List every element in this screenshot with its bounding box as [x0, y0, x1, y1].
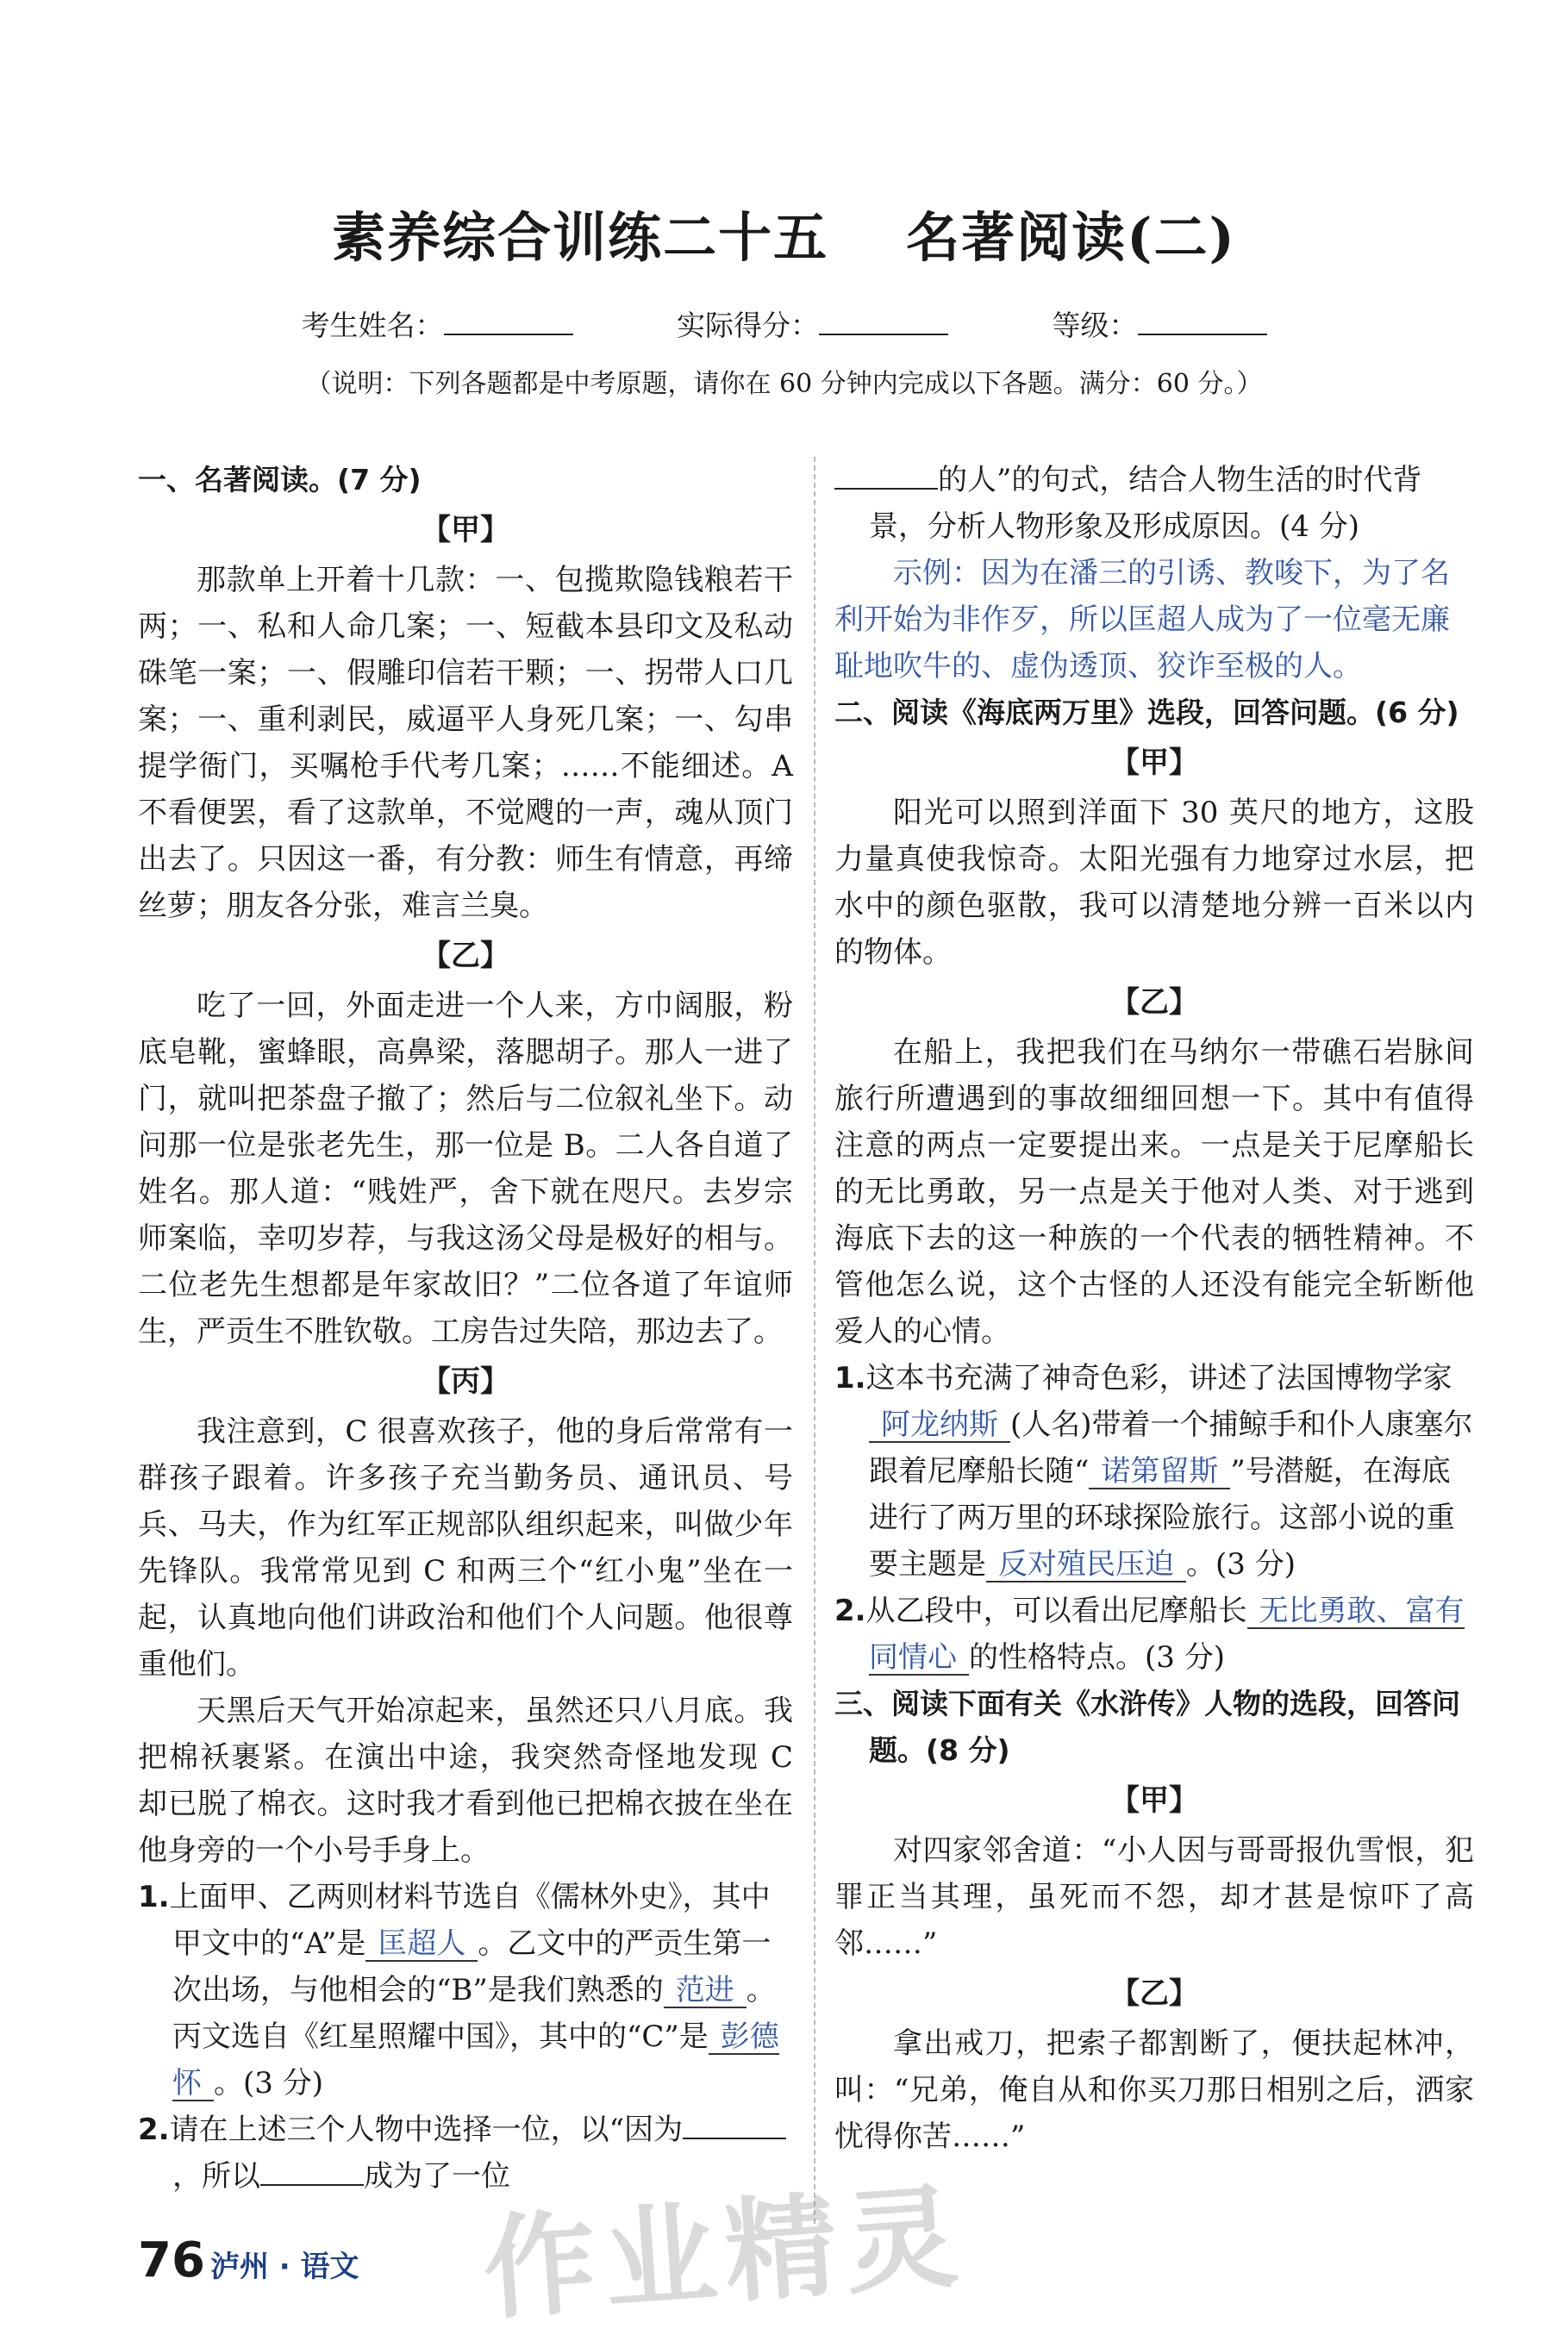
question2-2-text-b: 的性格特点。(3 分): [969, 1640, 1225, 1675]
field-grade[interactable]: [1053, 303, 1267, 344]
watermark-text: 作业精灵: [479, 2170, 971, 2336]
question-1: [138, 1874, 793, 2107]
question2-2: [834, 1588, 1474, 1681]
left-column: [138, 457, 793, 2200]
field-grade-label: 等级：: [1052, 309, 1138, 342]
field-name[interactable]: [302, 303, 573, 344]
question2-1-text-b: (人名)带着一个捕鲸手和仆人康塞尔跟着尼摩船长随“: [869, 1408, 1473, 1489]
answer2-c[interactable]: 反对殖民压迫: [986, 1548, 1186, 1583]
section2-heading: 二、阅读《海底两万里》选段，回答问题。(6 分): [834, 696, 1459, 729]
question-2-continued: [834, 457, 1474, 550]
footer-label: 泸州 · 语文: [209, 2250, 359, 2284]
question-1-text-c: 。丙文选自《红星照耀中国》，其中的“C”是: [172, 1973, 776, 2054]
passage2-yi: 在船上，我把我们在马纳尔一带礁石岩脉间旅行所遭遇到的事故细细回想一下。其中有值得注意的两点一定要提出来。一点是关于尼摩船长的无比勇敢，另一点是关于他对人类、对于逃到海底下去的这一种族的一个代表的牺牲精神。不管他怎么说，这个古怪的人还没有能完全斩断他爱人的心情。: [834, 1035, 1474, 1349]
page-number: 76: [138, 2232, 205, 2288]
title-part1: 素养综合训练二十五: [332, 206, 829, 269]
right-column: [834, 457, 1474, 2160]
question2-1-number: 1.: [834, 1361, 866, 1395]
header-fields: [0, 303, 1568, 344]
question2-2-number: 2.: [834, 1594, 866, 1628]
passage3-yi: 拿出戒刀，把索子都割断了，便扶起林冲，叫：“兄弟，俺自从和你买刀那日相别之后，洒家忧得你苦……”: [834, 2026, 1474, 2154]
answer-b[interactable]: 范进: [664, 1974, 747, 2008]
question2-1-text-c: ”号潜艇，在海底进行了两万里的环球探险旅行。这部小说的重要主题是: [869, 1454, 1455, 1582]
field-score-label: 实际得分：: [677, 309, 819, 342]
field-score-blank[interactable]: [819, 309, 948, 335]
question2-1: [834, 1355, 1474, 1588]
passage2-yi-label: 【乙】: [1110, 985, 1198, 1020]
question-2-cont-text: 的人”的句式，结合人物生活的时代背景，分析人物形象及形成原因。(4 分): [869, 463, 1422, 544]
page-title: [0, 195, 1568, 272]
passage-jia-label: 【甲】: [422, 513, 509, 547]
passage-bing-label: 【丙】: [422, 1364, 509, 1399]
section1-heading: 一、名著阅读。(7 分): [138, 463, 422, 496]
question-2-blank-1[interactable]: [683, 2112, 786, 2139]
passage-bing-2: 天黑后天气开始凉起来，虽然还只八月底。我把棉袄裹紧。在演出中途，我突然奇怪地发现 C 却已脱了棉衣。这时我才看到他已把棉衣披在坐在他身旁的一个小号手身上。: [138, 1694, 793, 1868]
question2-1-text-a: 这本书充满了神奇色彩，讲述了法国博物学家: [865, 1361, 1452, 1395]
question2-1-points: 。(3 分): [1186, 1547, 1296, 1582]
question-2-text-c: 成为了一位: [364, 2159, 510, 2194]
question-1-number: 1.: [138, 1880, 170, 1914]
question-1-points: 。(3 分): [214, 2066, 323, 2101]
answer2-b[interactable]: 诺第留斯: [1089, 1455, 1230, 1489]
question-2-blank-3[interactable]: [834, 462, 938, 490]
answer2-a[interactable]: 阿龙纳斯: [869, 1408, 1010, 1443]
passage3-jia: 对四家邻舍道：“小人因与哥哥报仇雪恨，犯罪正当其理，虽死而不怨，却才甚是惊吓了高邻……”: [834, 1833, 1474, 1961]
question-2-number: 2.: [138, 2113, 170, 2147]
passage3-yi-label: 【乙】: [1110, 1976, 1198, 2011]
question-2-text-a: 请在上述三个人物中选择一位，以“因为: [169, 2113, 683, 2147]
field-name-label: 考生姓名：: [301, 309, 444, 342]
field-score[interactable]: [677, 303, 948, 344]
passage-yi: 吃了一回，外面走进一个人来，方巾阔服，粉底皂靴，蜜蜂眼，高鼻梁，落腮胡子。那人一进了门，就叫把茶盘子撤了；然后与二位叙礼坐下。动问那一位是张老先生，那一位是 B。二人各自道了姓名。那人道：“贱姓严，舍下就在咫尺。去岁宗师案临，幸叨岁荐，与我这汤父母是极好的相与。二位老先生想都是年家故旧？”二位各道了年谊师生，严贡生不胜钦敬。工房告过失陪，那边去了。: [138, 989, 793, 1349]
field-grade-blank[interactable]: [1138, 309, 1267, 335]
passage-jia: 那款单上开着十几款：一、包揽欺隐钱粮若干两；一、私和人命几案；一、短截本县印文及私动硃笔一案；一、假雕印信若干颗；一、拐带人口几案；一、重利剥民，威逼平人身死几案；一、勾串提学衙门，买嘱枪手代考几案；……不能细述。A 不看便罢，看了这款单，不觉飕的一声，魂从顶门出去了。只因这一番，有分教：师生有情意，再缔丝萝；朋友各分张，难言兰臭。: [138, 563, 793, 923]
page-footer: [138, 2232, 359, 2288]
answer-c[interactable]: 彭德怀: [172, 2020, 779, 2100]
passage2-jia-label: 【甲】: [1110, 746, 1198, 780]
question-1-text-a: 上面甲、乙两则材料节选自《儒林外史》，其中甲文中的“A”是: [169, 1880, 771, 1961]
question-2-text-b: ，所以: [172, 2159, 260, 2194]
section3-heading: 三、阅读下面有关《水浒传》人物的选段，回答问题。(8 分): [834, 1687, 1460, 1767]
instructions-note: （说明：下列各题都是中考原题，请你在 60 分钟内完成以下各题。满分：60 分。）: [305, 369, 1263, 399]
passage3-jia-label: 【甲】: [1110, 1783, 1198, 1818]
passage2-jia: 阳光可以照到洋面下 30 英尺的地方，这股力量真使我惊奇。太阳光强有力地穿过水层，把水中的颜色驱散，我可以清楚地分辨一百米以内的物体。: [834, 796, 1474, 970]
question-2: [138, 2107, 793, 2200]
passage-bing-1: 我注意到，C 很喜欢孩子，他的身后常常有一群孩子跟着。许多孩子充当勤务员、通讯员、号兵、马夫，作为红军正规部队组织起来，叫做少年先锋队。我常常见到 C 和两三个“红小鬼”坐在一起，认真地向他们讲政治和他们个人问题。他很尊重他们。: [138, 1414, 793, 1682]
answer2-d[interactable]: 无比勇敢、富有同情心: [869, 1595, 1465, 1674]
passage-yi-label: 【乙】: [422, 939, 509, 973]
field-name-blank[interactable]: [444, 309, 573, 335]
column-divider: [814, 457, 815, 2224]
answer-a[interactable]: 匡超人: [365, 1927, 478, 1962]
title-part2: 名著阅读(二): [906, 206, 1236, 269]
question-2-answer[interactable]: 示例：因为在潘三的引诱、教唆下，为了名利开始为非作歹，所以匡超人成为了一位毫无廉耻地吹牛的、虚伪透顶、狡诈至极的人。: [834, 557, 1450, 683]
question-2-blank-2[interactable]: [260, 2158, 364, 2186]
question2-2-text-a: 从乙段中，可以看出尼摩船长: [865, 1594, 1247, 1628]
question-1-text-b: 。乙文中的严贡生第一次出场，与他相会的“B”是我们熟悉的: [172, 1926, 772, 2007]
